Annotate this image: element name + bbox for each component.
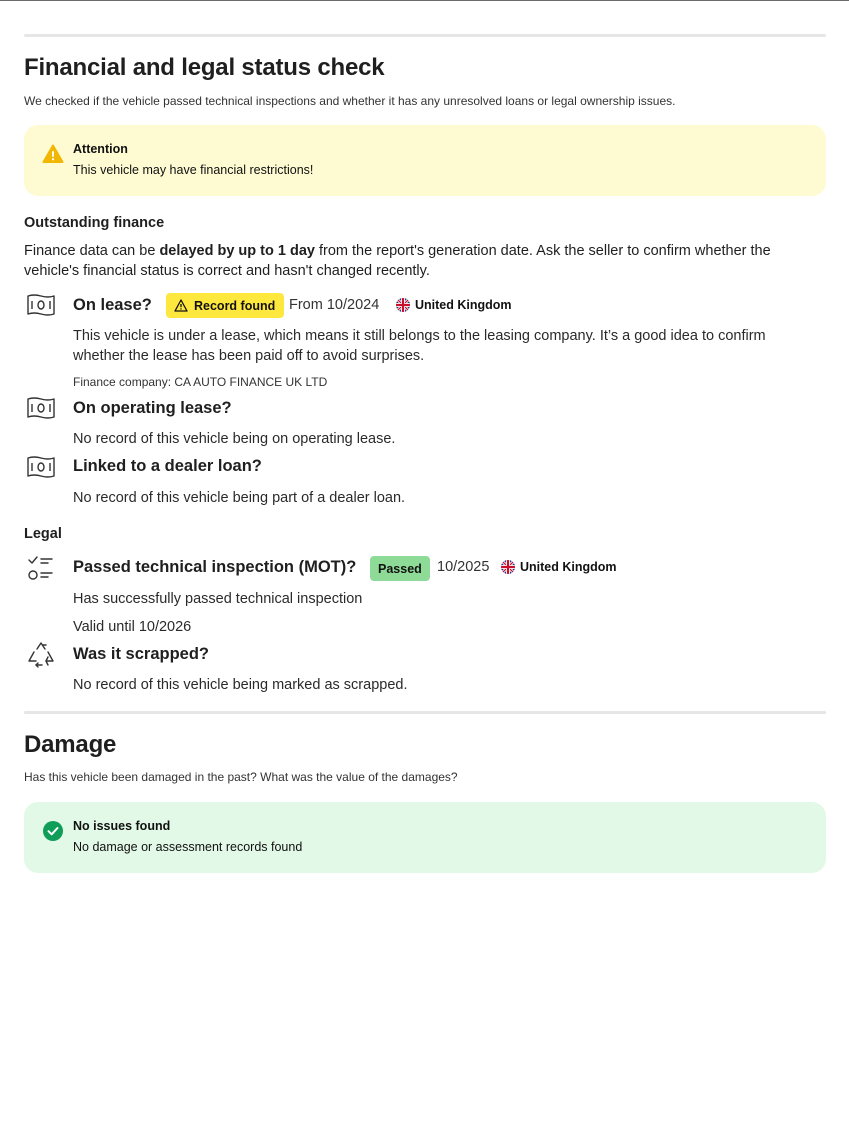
on-lease-title: On lease? [73, 296, 152, 314]
outstanding-finance-note [24, 241, 814, 281]
mot-country [501, 560, 617, 574]
dealer-loan-description: No record of this vehicle being part of a dealer loan. [73, 490, 406, 506]
country-name: United Kingdom [415, 298, 512, 312]
passed-badge [370, 556, 430, 581]
note-text: Finance data can be [24, 243, 160, 259]
badge-label: Record found [194, 298, 276, 313]
no-issues-title: No issues found [73, 819, 171, 833]
scrapped-title: Was it scrapped? [73, 645, 210, 663]
record-found-badge [166, 293, 284, 318]
attention-text: This vehicle may have financial restrictions! [73, 163, 314, 177]
banknote-icon [26, 292, 56, 322]
financial-section-subtitle: We checked if the vehicle passed technical inspections and whether it has any unresolved loans or legal ownership issues. [24, 94, 676, 108]
badge-label: Passed [378, 561, 422, 576]
scrapped-description: No record of this vehicle being marked as scrapped. [73, 677, 408, 693]
no-issues-alert [24, 802, 826, 873]
warning-outline-icon [174, 299, 188, 312]
attention-title: Attention [73, 142, 128, 156]
uk-flag-icon [501, 560, 515, 574]
operating-lease-title: On operating lease? [73, 399, 232, 417]
operating-lease-description: No record of this vehicle being on operating lease. [73, 431, 396, 447]
mot-date: 10/2025 [437, 559, 490, 575]
mot-valid-until: Valid until 10/2026 [73, 619, 192, 635]
legal-label: Legal [24, 526, 62, 542]
checklist-icon [26, 554, 56, 584]
attention-alert [24, 125, 826, 196]
note-emphasis: delayed by up to 1 day [159, 243, 315, 259]
lease-country [396, 298, 512, 312]
note-text: from the report's generation date. Ask the seller to confirm whether the vehicle's financial status is correct and hasn't changed recently. [24, 243, 771, 279]
banknote-icon [26, 454, 56, 484]
section-divider [24, 711, 826, 714]
damage-section-subtitle: Has this vehicle been damaged in the past? What was the value of the damages? [24, 770, 458, 784]
banknote-icon [26, 395, 56, 425]
country-name: United Kingdom [520, 560, 617, 574]
finance-company: Finance company: CA AUTO FINANCE UK LTD [73, 375, 328, 389]
section-divider [24, 34, 826, 37]
mot-description: Has successfully passed technical inspection [73, 591, 363, 607]
no-issues-text: No damage or assessment records found [73, 840, 303, 854]
check-circle-icon [42, 820, 64, 842]
mot-title: Passed technical inspection (MOT)? [73, 558, 357, 576]
uk-flag-icon [396, 298, 410, 312]
on-lease-description: This vehicle is under a lease, which means it still belongs to the leasing company. It’s a good idea to confirm whether the lease has been paid off to avoid surprises. [73, 328, 766, 364]
lease-date: From 10/2024 [289, 297, 380, 313]
damage-section-title: Damage [24, 731, 117, 758]
dealer-loan-title: Linked to a dealer loan? [73, 457, 262, 475]
outstanding-finance-label: Outstanding finance [24, 215, 165, 231]
recycle-icon [26, 641, 56, 671]
top-border [0, 0, 849, 1]
warning-triangle-icon [42, 143, 64, 165]
financial-section-title: Financial and legal status check [24, 54, 385, 81]
